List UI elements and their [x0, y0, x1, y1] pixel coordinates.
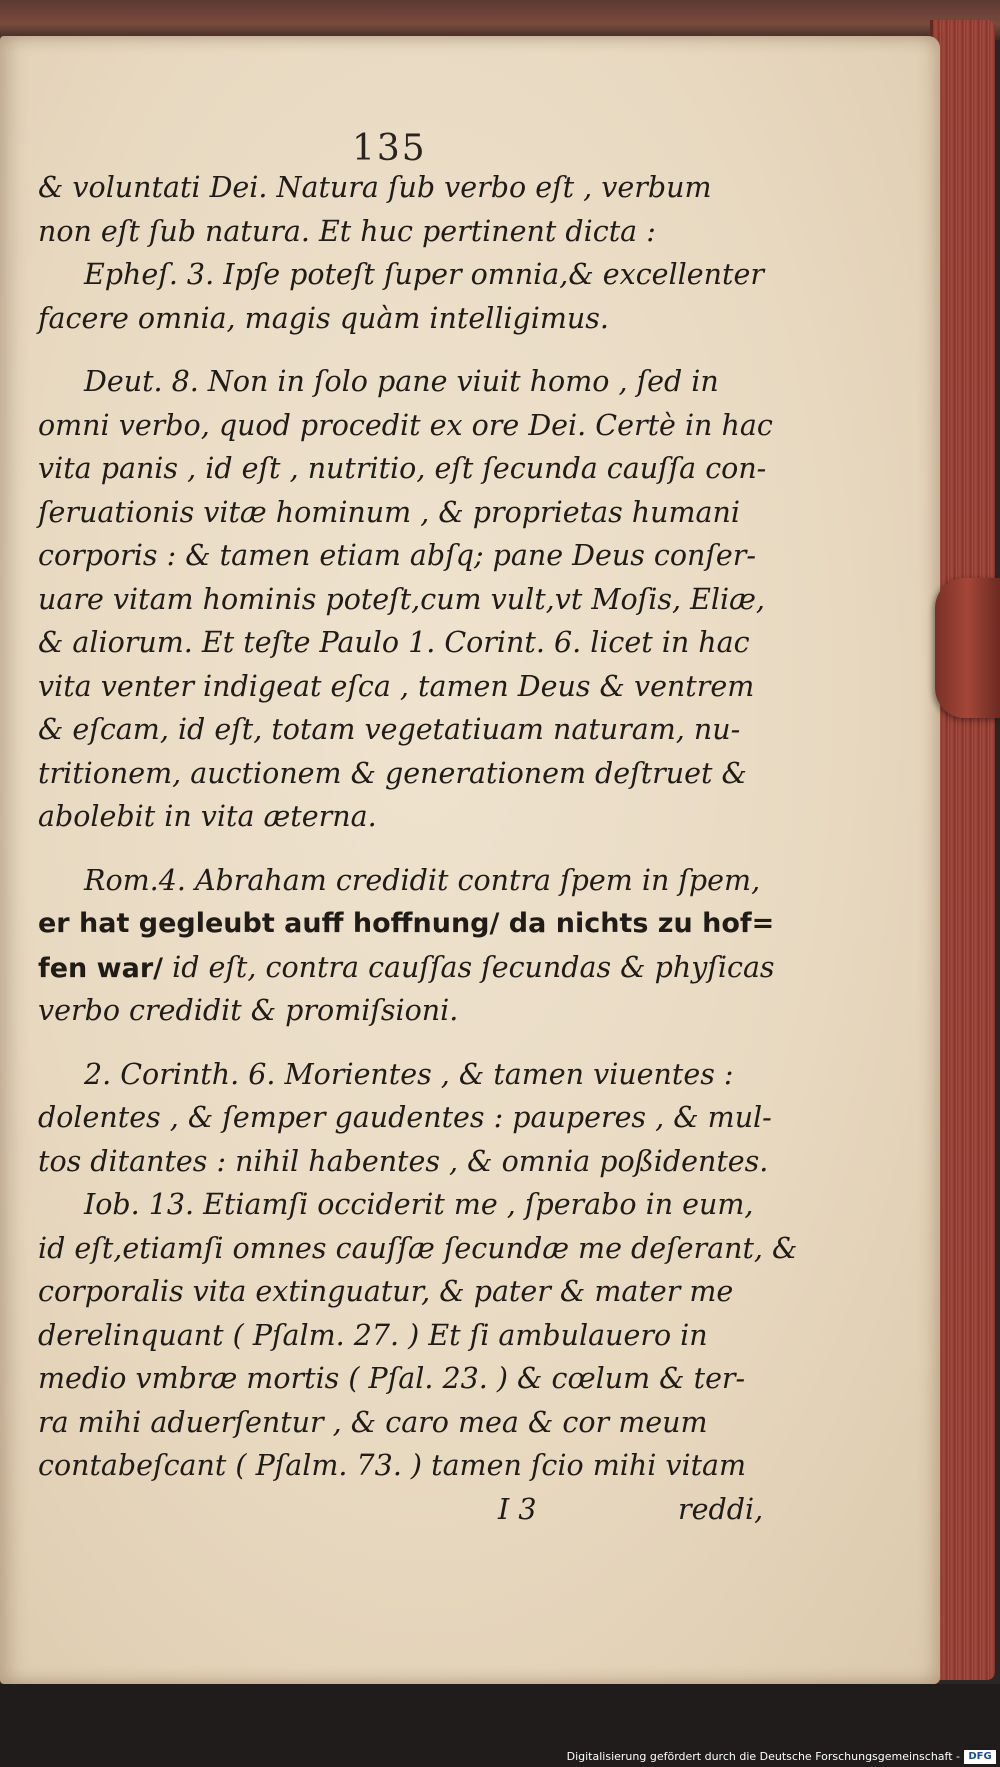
- text-line: 2. Corinth. 6. Morientes , & tamen viuentes :: [84, 1057, 734, 1091]
- footer-bar: [0, 1684, 1000, 1767]
- text-line: vita panis , id eſt , nutritio, eſt ſecunda cauſſa con-: [38, 452, 767, 485]
- text-line: contabeſcant ( Pſalm. 73. ) tamen ſcio mihi vitam: [38, 1449, 747, 1482]
- text-line: Epheſ. 3. Ipſe poteſt ſuper omnia,& excellenter: [84, 258, 764, 291]
- text-line: Iob. 13. Etiamſi occiderit me , ſperabo in eum,: [84, 1188, 754, 1221]
- text-lines-part-2: [38, 989, 798, 1488]
- text-line: abolebit in vita æterna.: [38, 800, 377, 833]
- text-line: ſeruationis vitæ hominum , & proprietas humani: [38, 495, 740, 529]
- catchword: reddi,: [678, 1492, 764, 1526]
- text-line: ra mihi aduerſentur , & caro mea & cor meum: [38, 1405, 708, 1439]
- text-line: tritionem, auctionem & generationem deſtruet &: [38, 756, 747, 790]
- paragraph-gap: [38, 1033, 758, 1053]
- fraktur-fragment: fen war/: [38, 952, 164, 984]
- footer-credit: Digitalisierung gefördert durch die Deutsche Forschungsgemeinschaft -: [566, 1750, 960, 1763]
- text-line: & aliorum. Et teſte Paulo 1. Corint. 6. licet in hac: [38, 626, 750, 659]
- bookmark-tab: [935, 578, 1000, 718]
- catchword-line: [38, 1488, 764, 1532]
- text-line: tos ditantes : nihil habentes , & omnia poßidentes.: [38, 1144, 769, 1178]
- page-number: 135: [352, 128, 427, 169]
- text-line-fraktur: er hat gegleubt auff hoffnung/ da nichts zu hof=: [38, 908, 775, 939]
- scan-background-top: [0, 0, 1000, 40]
- text-line: id eſt,etiamſi omnes cauſſæ ſecundæ me deſerant, &: [38, 1231, 798, 1265]
- paragraph-gap: [38, 839, 758, 859]
- page-text: [38, 166, 798, 1531]
- text-line: derelinquant ( Pſalm. 27. ) Et ſi ambulauero in: [38, 1318, 708, 1352]
- text-line: dolentes , & ſemper gaudentes : pauperes , & mul-: [38, 1101, 772, 1134]
- text-line-mixed: [38, 946, 775, 990]
- text-line: corporalis vita extinguatur, & pater & mater me: [38, 1275, 734, 1308]
- text-line: & voluntati Dei. Natura ſub verbo eſt , verbum: [38, 171, 712, 204]
- text-line: & eſcam, id eſt, totam vegetatiuam naturam, nu-: [38, 713, 741, 746]
- text-line: non eſt ſub natura. Et huc pertinent dicta :: [38, 214, 656, 248]
- signature-mark: I 3: [498, 1492, 537, 1526]
- text-line: omni verbo, quod procedit ex ore Dei. Certè in hac: [38, 408, 773, 442]
- text-line: Deut. 8. Non in ſolo pane viuit homo , ſed in: [84, 365, 719, 398]
- text-line-rom: Rom.4. Abraham credidit contra ſpem in ſpem,: [84, 863, 761, 897]
- text-line: corporis : & tamen etiam abſq; pane Deus conſer-: [38, 539, 757, 572]
- text-line: facere omnia, magis quàm intelligimus.: [38, 301, 609, 335]
- dfg-logo: DFG: [964, 1750, 996, 1764]
- text-line: vita venter indigeat eſca , tamen Deus & ventrem: [38, 669, 755, 703]
- text-line: verbo credidit & promiſsioni.: [38, 994, 459, 1027]
- italic-fragment: id eſt, contra cauſſas ſecundas & phyſicas: [163, 950, 775, 984]
- text-lines-part-1: [38, 166, 773, 839]
- paragraph-gap: [38, 340, 758, 360]
- text-line: medio vmbræ mortis ( Pſal. 23. ) & cœlum & ter-: [38, 1362, 746, 1395]
- text-line: uare vitam hominis poteſt,cum vult,vt Moſis, Eliæ,: [38, 582, 765, 616]
